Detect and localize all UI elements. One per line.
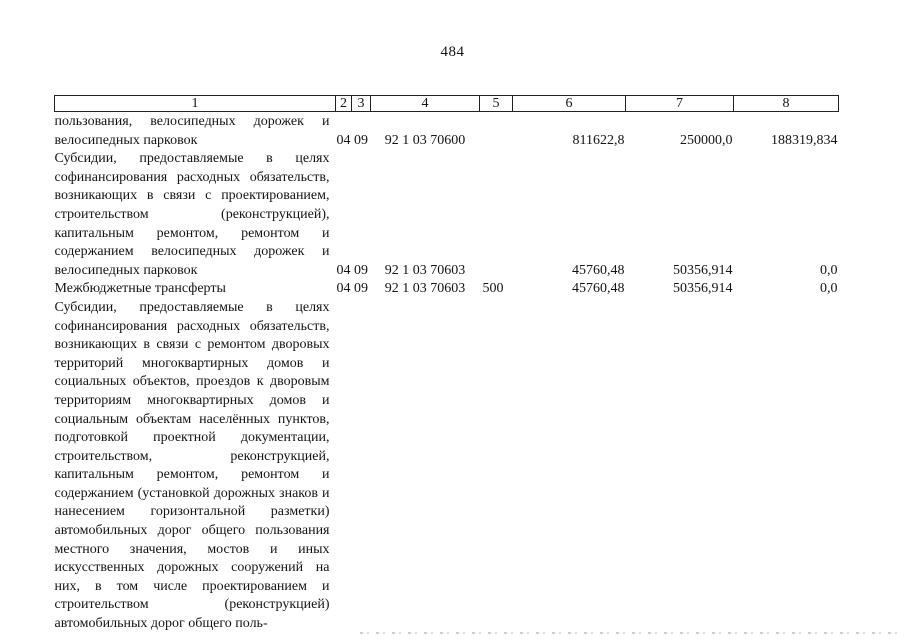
row-description: Субсидии, предоставляемые в целях софинансирования расходных обязательств, возникающих в связи с ремонтом дворовых территорий многоквартирных домов и социальных объектов, проездов к дворовым территориям многоквартирных домов и социальным объектам населённых пунктов, подготовкой проектной документации, строительством, реконструкцией, капитальным ремонтом, ремонтом и содержанием (установкой дорожных знаков и нанесением горизонтальной разметки) автомобильных дорог общего пользования местного значения, мостов и иных искусственных дорожных сооружений на них, в том числе проектированием и строительством (реконструкцией) автомобильных дорог общего поль-	[54, 299, 330, 632]
row-value-col8	[734, 299, 839, 634]
table-row	[55, 112, 839, 151]
header-col-2: 2	[336, 96, 352, 112]
row-value-col7: 50356,914	[673, 281, 733, 297]
row-value-col8: 188319,834	[771, 132, 838, 148]
header-col-1: 1	[55, 96, 336, 112]
row-target-code: 92 1 03 70603	[384, 281, 466, 297]
budget-table	[54, 95, 839, 634]
header-col-8: 8	[734, 96, 839, 112]
row-section: 04	[336, 262, 351, 278]
row-value-col6: 45760,48	[572, 262, 625, 278]
row-value-col7: 50356,914	[673, 262, 733, 278]
row-value-col7: 250000,0	[680, 132, 733, 148]
row-value-col8: 0,0	[820, 281, 838, 297]
row-subsection: 09	[354, 132, 368, 148]
table-row	[55, 150, 839, 280]
row-description: Межбюджетные трансферты	[54, 281, 226, 297]
header-col-7: 7	[626, 96, 734, 112]
row-section	[336, 299, 352, 634]
row-subsection	[352, 299, 371, 634]
table-row	[55, 280, 839, 299]
row-value-col7	[626, 299, 734, 634]
row-section: 04	[336, 281, 351, 297]
header-col-4: 4	[371, 96, 480, 112]
row-description: Субсидии, предоставляемые в целях софинансирования расходных обязательств, возникающих в связи с проектированием, строительством (реконструкцией), капитальным ремонтом, ремонтом и содержанием велосипедных дорожек и велосипедных парковок	[54, 151, 330, 278]
row-target-code: 92 1 03 70600	[384, 132, 466, 148]
row-target-code: 92 1 03 70603	[384, 262, 466, 278]
row-subsection: 09	[354, 281, 368, 297]
row-description: пользования, велосипедных дорожек и велосипедных парковок	[54, 114, 330, 148]
row-target-code	[371, 299, 480, 634]
page-number: 484	[440, 44, 465, 60]
row-expense-type	[480, 112, 513, 151]
row-expense-type	[480, 299, 513, 634]
header-col-5: 5	[480, 96, 513, 112]
table-body	[55, 112, 839, 634]
row-expense-type	[480, 150, 513, 280]
row-value-col6: 45760,48	[572, 281, 625, 297]
row-subsection: 09	[354, 262, 368, 278]
scan-artifact	[360, 632, 900, 634]
header-col-3: 3	[352, 96, 371, 112]
row-value-col6: 811622,8	[572, 132, 625, 148]
row-value-col6	[513, 299, 626, 634]
row-expense-type: 500	[482, 281, 504, 297]
table-row	[55, 299, 839, 634]
header-col-6: 6	[513, 96, 626, 112]
row-section: 04	[336, 132, 351, 148]
header-row	[55, 96, 839, 112]
row-value-col8: 0,0	[820, 262, 838, 278]
table-header	[55, 96, 839, 112]
